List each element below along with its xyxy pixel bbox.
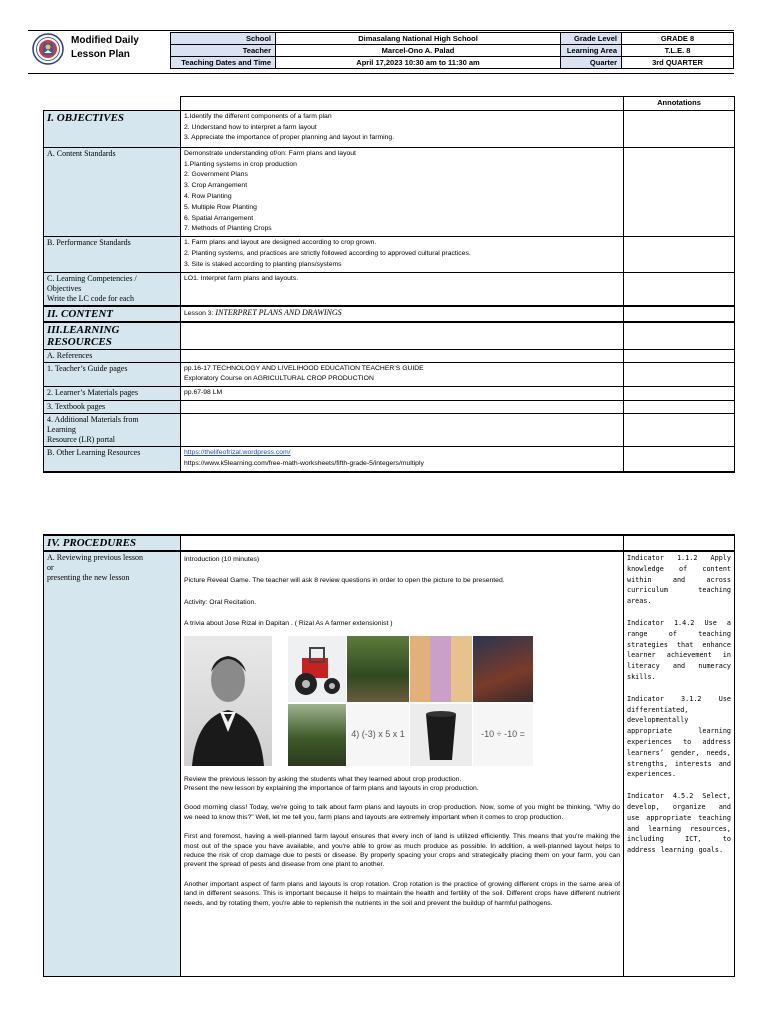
trivia-text: A trivia about Jose Rizal in Dapitan . ( Rizal As A farmer extensionist )	[184, 620, 393, 628]
content-standard-item: 3. Crop Arrangement	[184, 182, 248, 190]
header-frame	[28, 30, 734, 74]
lesson-plan-table	[43, 96, 735, 473]
objectives-list	[181, 110, 624, 147]
indicators-annotations	[624, 551, 735, 977]
competencies-value: LO1. Interpret farm plans and layouts.	[181, 272, 624, 306]
school-value: Dimasalang National High School	[276, 33, 561, 45]
tractor-tile	[288, 636, 346, 702]
performance-standards-label: B. Performance Standards	[44, 237, 181, 272]
objectives-title: I. OBJECTIVES	[44, 110, 181, 147]
lesson-title: INTERPRET PLANS AND DRAWINGS	[215, 307, 342, 317]
reviewing-step-label: A. Reviewing previous lesson or presenting the new lesson	[44, 551, 181, 977]
rizal-portrait	[184, 636, 272, 766]
content-standard-item: 2. Government Plans	[184, 171, 248, 179]
content-standard-item: 5. Multiple Row Planting	[184, 203, 257, 211]
seedlings-tile	[347, 636, 409, 702]
procedure-content	[181, 551, 624, 977]
banknotes-tile	[410, 636, 472, 702]
content-standard-item: 7. Methods of Planting Crops	[184, 225, 272, 233]
teacher-value: Marcel-Ono A. Palad	[276, 45, 561, 57]
procedures-title: IV. PROCEDURES	[44, 535, 181, 551]
hero-tile	[473, 636, 533, 702]
additional-materials-label: 4. Additional Materials from Learning Resource (LR) portal	[44, 413, 181, 446]
content-standards-list	[181, 147, 624, 236]
title-line-1: Modified Daily	[71, 35, 139, 46]
paragraph-2: First and foremost, having a well-planned farm layout ensures that every inch of land is utilized efficiently. This means that you're making the most out of the space you have available, and you're able to grow as much produce as possible. In addition, a well-planned layout helps to reduce the risk of crop damage due to pests or disease. By properly spacing your crops and strategically placing them on your farm, you can prevent the spread of pests and disease from one plant to another.	[184, 833, 620, 869]
dates-label: Teaching Dates and Time	[171, 57, 276, 69]
performance-standards-list	[181, 237, 624, 272]
content-standard-item: 6. Spatial Arrangement	[184, 214, 254, 222]
indicator-1-4-2: Indicator 1.4.2 Use a range of teaching strategies that enhance learner achievement in literacy and numeracy skills.	[627, 618, 731, 681]
review-text: Review the previous lesson by asking the students what they learned about crop production. Present the new lesson by explaining the importance of farm plans and layouts in crop production.	[184, 775, 479, 793]
lesson-prefix: Lesson 3:	[184, 309, 214, 317]
activity-text: Activity: Oral Recitation.	[184, 598, 257, 606]
teachers-guide-label: 1. Teacher’s Guide pages	[44, 362, 181, 387]
competencies-label: C. Learning Competencies / Objectives Write the LC code for each	[44, 272, 181, 306]
objective-item: 1.Identify the different components of a farm plan	[184, 112, 332, 120]
grade-label: Grade Level	[561, 33, 622, 45]
content-standard-item: Demonstrate understanding of/on: Farm plans and layout	[184, 149, 356, 157]
performance-standard-item: 2. Planting systems, and practices are strictly followed according to approved cultural practices.	[184, 249, 471, 257]
indicator-4-5-2: Indicator 4.5.2 Select, develop, organize and use appropriate teaching and learning resources, including ICT, to address learning goals.	[627, 792, 731, 855]
other-resources-label: B. Other Learning Resources	[44, 446, 181, 471]
content-title: II. CONTENT	[44, 306, 181, 322]
resources-title: III.LEARNING RESOURCES	[44, 322, 181, 350]
rizal-site-link[interactable]: https://thelifeofrizal.wordpress.com/	[184, 448, 291, 456]
grade-value: GRADE 8	[622, 33, 734, 45]
teacher-label: Teacher	[171, 45, 276, 57]
school-label: School	[171, 33, 276, 45]
annotations-header: Annotations	[624, 97, 735, 111]
title-line-2: Lesson Plan	[71, 49, 130, 60]
math-tile-2: -10 ÷ -10 =	[473, 704, 533, 766]
content-lesson	[181, 306, 624, 322]
area-label: Learning Area	[561, 45, 622, 57]
content-standard-item: 4. Row Planting	[184, 192, 232, 200]
intro-text: Introduction (10 minutes)	[184, 556, 260, 563]
textbook-label: 3. Textbook pages	[44, 400, 181, 413]
procedures-table	[43, 534, 735, 977]
seedling-pot-tile	[410, 704, 472, 766]
game-text: Picture Reveal Game. The teacher will ask 8 review questions in order to open the picture to be presented.	[184, 577, 505, 585]
area-value: T.L.E. 8	[622, 45, 734, 57]
references-label: A. References	[44, 349, 181, 362]
quarter-value: 3rd QUARTER	[622, 57, 734, 69]
indicator-3-1-2: Indicator 3.1.2 Use differentiated, developmentally appropriate learning experiences to address learners’ gender, needs, strengths, interests and experiences.	[627, 694, 731, 779]
math-tile-1: 4) (-3) x 5 x 1	[347, 704, 409, 766]
other-resources-value	[181, 446, 624, 471]
greenhouse-tile	[288, 704, 346, 766]
paragraph-3: Another important aspect of farm plans and layouts is crop rotation. Crop rotation is the practice of growing different crops in the same area of land in different seasons. This is important because it helps to maintain the health and fertility of the soil. Different crops have different nutrient needs, and by rotating them, you're able to replenish the nutrients in the soil and prevent the buildup of harmful pathogens.	[184, 880, 620, 907]
quarter-label: Quarter	[561, 57, 622, 69]
paragraph-1: Good morning class! Today, we're going to talk about farm plans and layouts in crop production. Now, some of you might be thinking, "Why do we need to know this?" Well, let me tell you, farm plans and layouts are extremely important when it comes to crop production.	[184, 804, 620, 821]
dates-value: April 17,2023 10:30 am to 11:30 am	[276, 57, 561, 69]
picture-reveal-collage	[184, 634, 534, 772]
k5learning-link[interactable]: https://www.k5learning.com/free-math-worksheets/fifth-grade-5/integers/multiply	[184, 459, 424, 467]
teachers-guide-value: pp.16-17 TECHNOLOGY AND LIVELIHOOD EDUCATION TEACHER’S GUIDE Exploratory Course on AGRICULTURAL CROP PRODUCTION	[181, 362, 624, 387]
objective-item: 3. Appreciate the importance of proper planning and layout in farming.	[184, 134, 395, 142]
learners-materials-label: 2. Learner’s Materials pages	[44, 387, 181, 401]
learners-materials-value: pp.67-98 LM	[181, 387, 624, 401]
content-standards-label: A. Content Standards	[44, 147, 181, 236]
indicator-1-1-2: Indicator 1.1.2 Apply knowledge of content within and across curriculum teaching areas.	[627, 554, 731, 606]
content-standard-item: 1.Planting systems in crop production	[184, 160, 297, 168]
performance-standard-item: 3. Site is staked according to planting plans/systems	[184, 260, 342, 268]
performance-standard-item: 1. Farm plans and layout are designed according to crop grown.	[184, 239, 377, 247]
objective-item: 2. Understand how to interpret a farm layout	[184, 123, 317, 131]
